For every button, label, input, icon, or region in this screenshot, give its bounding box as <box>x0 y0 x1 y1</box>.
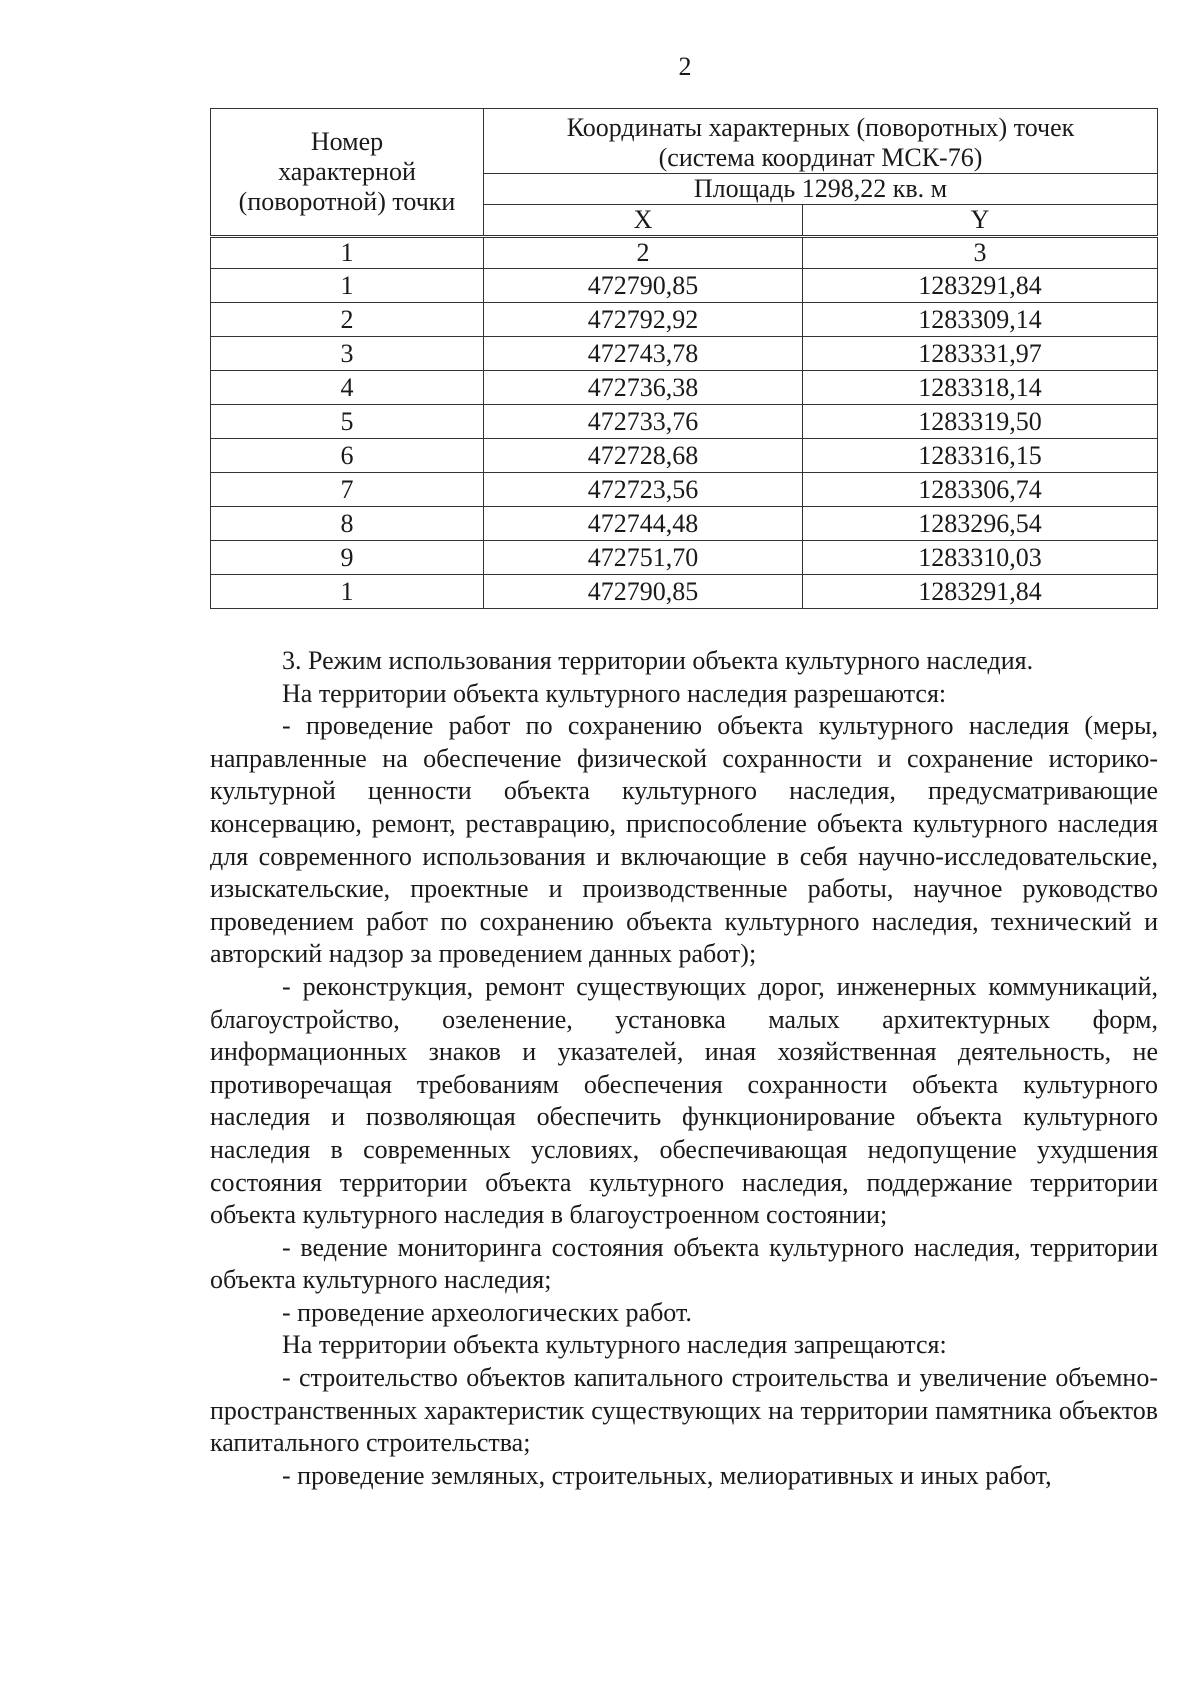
header-y: Y <box>803 205 1158 237</box>
header-point-number <box>211 109 484 237</box>
cell-point-number: 6 <box>211 439 484 473</box>
table-row <box>211 337 1158 371</box>
cell-x: 472751,70 <box>484 541 803 575</box>
index-cell: 2 <box>484 237 803 269</box>
header-coordinates-line: (система координат МСК-76) <box>658 143 983 172</box>
paragraph: На территории объекта культурного наследия разрешаются: <box>282 678 947 708</box>
cell-point-number: 9 <box>211 541 484 575</box>
cell-x: 472733,76 <box>484 405 803 439</box>
cell-point-number: 2 <box>211 303 484 337</box>
table-row <box>211 473 1158 507</box>
cell-y: 1283316,15 <box>803 439 1158 473</box>
table-row <box>211 269 1158 303</box>
index-cell: 1 <box>211 237 484 269</box>
list-item: - ведение мониторинга состояния объекта культурного наследия, территории объекта культурного наследия; <box>210 1232 1158 1295</box>
cell-point-number: 1 <box>211 575 484 609</box>
page-number: 2 <box>678 52 692 81</box>
table-header-row <box>211 109 1158 174</box>
section-heading: 3. Режим использования территории объекта культурного наследия. <box>282 646 1034 675</box>
header-point-number-line: характерной <box>278 157 416 186</box>
cell-y: 1283296,54 <box>803 507 1158 541</box>
cell-x: 472743,78 <box>484 337 803 371</box>
table-row <box>211 541 1158 575</box>
header-coordinates-line: Координаты характерных (поворотных) точек <box>566 113 1075 142</box>
table-index-row <box>211 237 1158 269</box>
header-area: Площадь 1298,22 кв. м <box>484 174 1158 205</box>
cell-y: 1283291,84 <box>803 269 1158 303</box>
cell-x: 472723,56 <box>484 473 803 507</box>
header-coordinates <box>484 109 1158 174</box>
table-row <box>211 303 1158 337</box>
index-cell: 3 <box>803 237 1158 269</box>
table-row <box>211 405 1158 439</box>
cell-x: 472728,68 <box>484 439 803 473</box>
cell-x: 472736,38 <box>484 371 803 405</box>
cell-x: 472790,85 <box>484 575 803 609</box>
cell-y: 1283331,97 <box>803 337 1158 371</box>
coordinates-table <box>210 108 1158 609</box>
cell-y: 1283318,14 <box>803 371 1158 405</box>
list-item: - проведение земляных, строительных, мелиоративных и иных работ, <box>282 1460 1052 1490</box>
table-row <box>211 575 1158 609</box>
cell-point-number: 3 <box>211 337 484 371</box>
cell-y: 1283319,50 <box>803 405 1158 439</box>
cell-point-number: 8 <box>211 507 484 541</box>
cell-point-number: 7 <box>211 473 484 507</box>
header-x: X <box>484 205 803 237</box>
list-item: - проведение работ по сохранению объекта культурного наследия (меры, направленные на обеспечение физической сохранности и сохранение историко-культурной ценности объекта культурного наследия, предусматривающие консервацию, ремонт, реставрацию, приспособление объекта культурного наследия для современного использования и включающие в себя научно-исследовательские, изыскательские, проектные и производственные работы, научное руководство проведением работ по сохранению объекта культурного наследия, технический и авторский надзор за проведением данных работ); <box>210 711 1158 969</box>
cell-y: 1283291,84 <box>803 575 1158 609</box>
list-item: - проведение археологических работ. <box>282 1297 692 1327</box>
header-point-number-line: (поворотной) точки <box>238 187 456 216</box>
list-item: - реконструкция, ремонт существующих дорог, инженерных коммуникаций, благоустройство, озеленение, установка малых архитектурных форм, информационных знаков и указателей, иная хозяйственная деятельность, не противоречащая требованиям обеспечения сохранности объекта культурного наследия и позволяющая обеспечить функционирование объекта культурного наследия в современных условиях, обеспечивающая недопущение ухудшения состояния территории объекта культурного наследия, поддержание территории объекта культурного наследия в благоустроенном состоянии; <box>210 971 1158 1230</box>
document-body <box>210 645 1158 1492</box>
paragraph: На территории объекта культурного наследия запрещаются: <box>282 1330 947 1360</box>
cell-point-number: 4 <box>211 371 484 405</box>
cell-y: 1283306,74 <box>803 473 1158 507</box>
cell-x: 472744,48 <box>484 507 803 541</box>
cell-y: 1283309,14 <box>803 303 1158 337</box>
table-row <box>211 507 1158 541</box>
cell-x: 472790,85 <box>484 269 803 303</box>
cell-y: 1283310,03 <box>803 541 1158 575</box>
cell-point-number: 5 <box>211 405 484 439</box>
table-row <box>211 371 1158 405</box>
header-point-number-line: Номер <box>310 127 384 156</box>
cell-point-number: 1 <box>211 269 484 303</box>
table-row <box>211 439 1158 473</box>
cell-x: 472792,92 <box>484 303 803 337</box>
list-item: - строительство объектов капитального строительства и увеличение объемно-пространственных характеристик существующих на территории памятника объектов капитального строительства; <box>210 1363 1158 1458</box>
